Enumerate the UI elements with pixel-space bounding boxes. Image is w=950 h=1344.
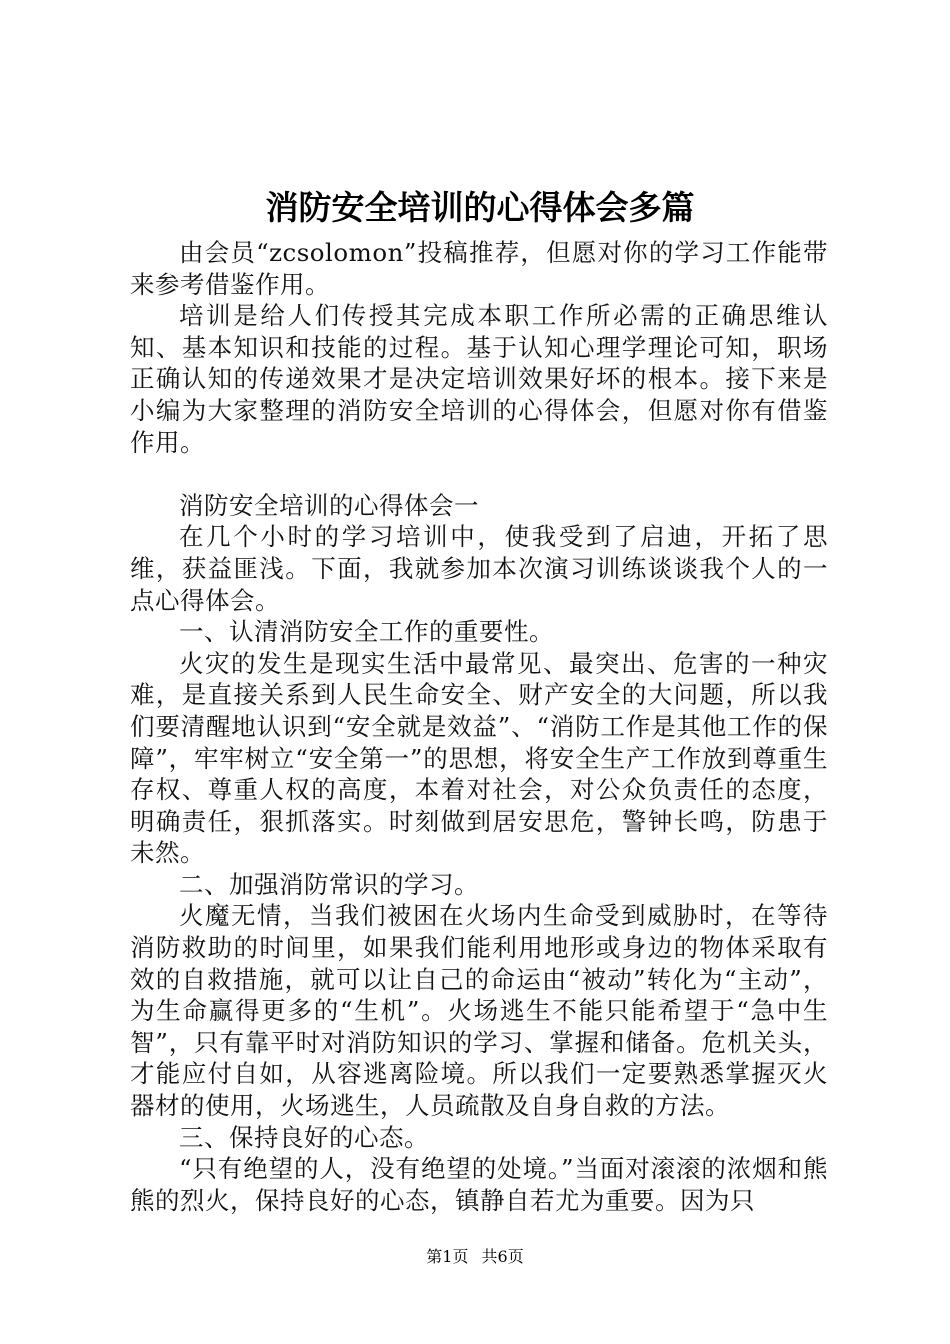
body-paragraph: 培训是给人们传授其完成本职工作所必需的正确思维认知、基本知识和技能的过程。基于认知心理学理论可知，职场正确认知的传递效果才是决定培训效果好坏的根本。接下来是小编为大家整理的消防安全培训的心得体会，但愿对你有借鉴作用。	[130, 301, 828, 457]
point-heading: 三、保持良好的心态。	[179, 1122, 429, 1152]
body-paragraph: “只有绝望的人，没有绝望的处境。”当面对滚滚的浓烟和熊熊的烈火，保持良好的心态，镇静自若尤为重要。因为只	[130, 1154, 828, 1215]
point-heading: 二、加强消防常识的学习。	[179, 869, 479, 899]
point-heading: 一、认清消防安全工作的重要性。	[179, 617, 554, 647]
page-total: 共6页	[481, 1247, 524, 1266]
page-number: 第1页	[426, 1247, 469, 1266]
section-heading: 消防安全培训的心得体会一	[179, 490, 479, 520]
body-paragraph: 在几个小时的学习培训中，使我受到了启迪，开拓了思维，获益匪浅。下面，我就参加本次演习训练谈谈我个人的一点心得体会。	[130, 522, 828, 615]
document-body	[130, 237, 828, 1216]
intro-paragraph: 由会员“zcsolomon”投稿推荐，但愿对你的学习工作能带来参考借鉴作用。	[130, 238, 828, 299]
page-footer	[0, 1244, 950, 1267]
body-paragraph: 火灾的发生是现实生活中最常见、最突出、危害的一种灾难，是直接关系到人民生命安全、财产安全的大问题，所以我们要清醒地认识到“安全就是效益”、“消防工作是其他工作的保障”，牢牢树立“安全第一”的思想，将安全生产工作放到尊重生存权、尊重人权的高度，本着对社会，对公众负责任的态度，明确责任，狠抓落实。时刻做到居安思危，警钟长鸣，防患于未然。	[130, 648, 828, 868]
body-paragraph: 火魔无情，当我们被困在火场内生命受到威胁时，在等待消防救助的时间里，如果我们能利用地形或身边的物体采取有效的自救措施，就可以让自己的命运由“被动”转化为“主动”，为生命赢得更多的“生机”。火场逃生不能只能希望于“急中生智”，只有靠平时对消防知识的学习、掌握和储备。危机关头，才能应付自如，从容逃离险境。所以我们一定要熟悉掌握灭火器材的使用，火场逃生，人员疏散及自身自救的方法。	[130, 901, 828, 1121]
document-title: 消防安全培训的心得体会多篇	[265, 188, 695, 227]
